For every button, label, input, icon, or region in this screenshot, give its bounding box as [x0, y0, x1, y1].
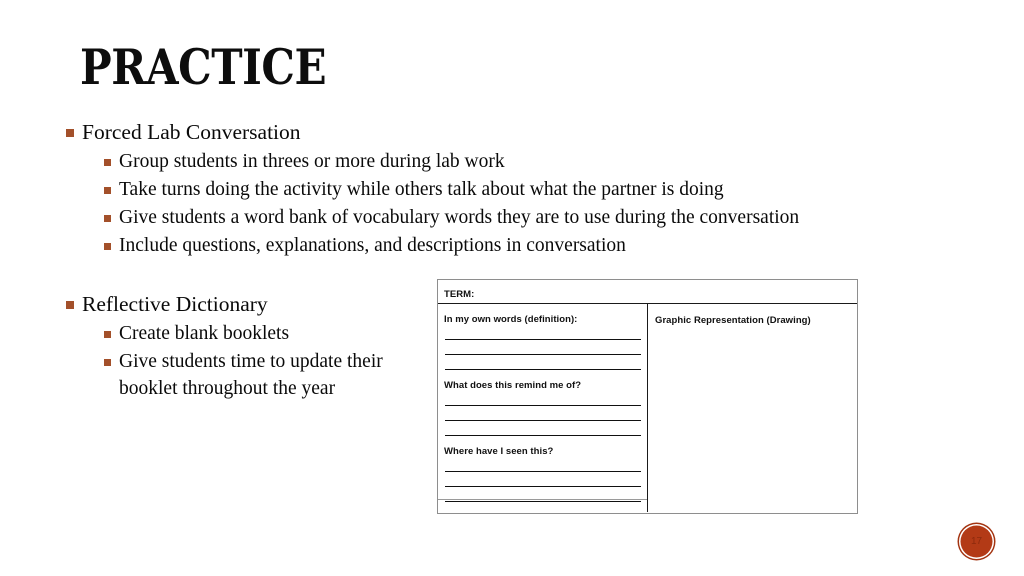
bullet-square-icon [104, 232, 119, 259]
bullet-heading [66, 118, 911, 146]
bullet-item [66, 232, 911, 259]
worksheet-columns [438, 304, 857, 512]
worksheet-writing-line [445, 325, 641, 340]
bullet-text: Group students in threes or more during lab work [119, 151, 505, 172]
bullet-item [66, 176, 911, 203]
bullet-text: Reflective Dictionary [82, 292, 268, 316]
worksheet-footer-divider [438, 499, 647, 500]
bullet-square-icon [104, 204, 119, 231]
reflective-dictionary-worksheet [437, 279, 858, 514]
worksheet-term-row [438, 280, 857, 304]
bullet-text: Give students a word bank of vocabulary words they are to use during the conversation [119, 207, 800, 228]
bullet-square-icon [104, 348, 119, 375]
worksheet-writing-line [445, 355, 641, 370]
bullet-text: Create blank booklets [119, 323, 290, 344]
worksheet-prompt [438, 304, 647, 325]
worksheet-writing-line [445, 340, 641, 355]
bullet-square-icon [104, 148, 119, 175]
worksheet-prompt-label: In my own words (definition): [444, 314, 578, 325]
worksheet-writing-line [445, 472, 641, 487]
worksheet-prompt-label: Where have I seen this? [444, 446, 554, 457]
slide-number: 17 [970, 536, 983, 547]
worksheet-prompt-label: What does this remind me of? [444, 380, 582, 391]
bullet-square-icon [104, 176, 119, 203]
bullet-square-icon [66, 290, 82, 318]
worksheet-drawing-label: Graphic Representation (Drawing) [655, 315, 811, 326]
bullet-text: Include questions, explanations, and descriptions in conversation [119, 235, 626, 256]
page-title: PRACTICE [80, 38, 327, 96]
worksheet-writing-line [445, 421, 641, 436]
bullet-text: Give students time to update their booklet throughout the year [119, 351, 383, 399]
worksheet-prompt [438, 370, 647, 391]
worksheet-term-label: TERM: [444, 289, 475, 300]
worksheet-left-column [438, 304, 648, 512]
bullet-text: Take turns doing the activity while others talk about what the partner is doing [119, 179, 724, 200]
worksheet-writing-line [445, 391, 641, 406]
bullet-square-icon [104, 320, 119, 347]
bullet-square-icon [66, 118, 82, 146]
worksheet-writing-line [445, 406, 641, 421]
bullet-item [66, 148, 911, 175]
worksheet-prompt [438, 436, 647, 457]
bullet-item [66, 204, 911, 231]
worksheet-writing-line [445, 457, 641, 472]
worksheet-right-column [648, 304, 857, 512]
slide-number-badge [959, 524, 994, 559]
bullet-text: Forced Lab Conversation [82, 120, 301, 144]
